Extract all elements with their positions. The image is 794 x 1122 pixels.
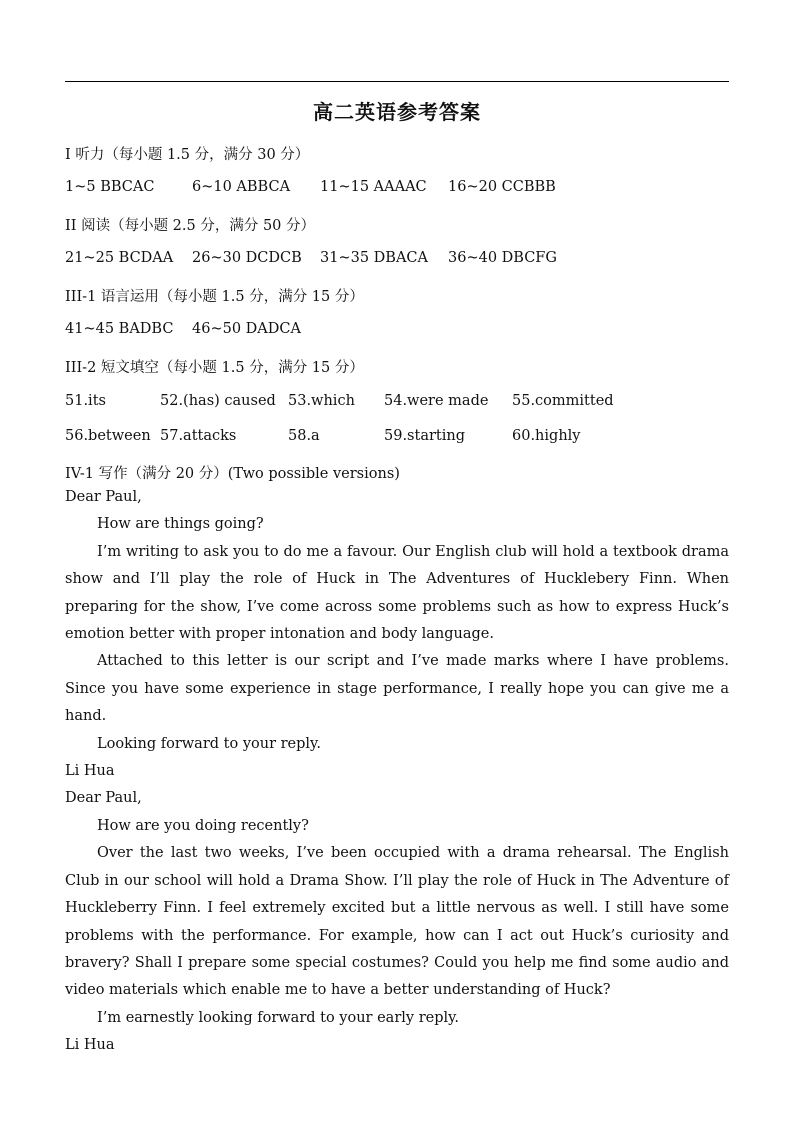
reading-header: II 阅读（每小题 2.5 分，满分 50 分） [65,218,316,234]
gap-answer: 57.attacks [160,428,237,444]
letter-paragraph: Attached to this letter is our script and I’ve made marks where I have problems. Since you have some experience in stage performance, I really hope you can give me a hand. [65,653,729,725]
gap-answer: 55.committed [512,393,614,409]
answer-group: 26~30 DCDCB [192,250,302,266]
answer-group: 46~50 DADCA [192,321,301,337]
writing-header: IV-1 写作（满分 20 分）(Two possible versions) [65,466,400,482]
gap-answer: 60.highly [512,428,581,444]
listening-header: I 听力（每小题 1.5 分，满分 30 分） [65,147,310,163]
answer-group: 31~35 DBACA [320,250,428,266]
answer-group: 6~10 ABBCA [192,179,291,195]
letter-paragraph: Looking forward to your reply. [97,735,321,752]
letter-greeting: Dear Paul, [65,790,142,807]
letter-paragraph: Over the last two weeks, I’ve been occupied with a drama rehearsal. The English Club in our school will hold a Drama Show. I’ll play the role of Huck in The Adventure of Huckleberry Finn. I feel extremely excited but a little nervous as well. I still have some problems with the performance. For example, how can I act out Huck’s curiosity and bravery? Shall I prepare some special costumes? Could you help me find some audio and video materials which enable me to have a better understanding of Huck? [65,845,729,999]
answer-group: 11~15 AAAAC [320,179,427,195]
answer-group: 16~20 CCBBB [448,179,556,195]
letter-signature: Li Hua [65,1037,115,1054]
letter-greeting: Dear Paul, [65,489,142,505]
page-title: 高二英语参考答案 [313,100,481,124]
gap-answer: 52.(has) caused [160,393,276,409]
language-use-header: III-1 语言运用（每小题 1.5 分，满分 15 分） [65,289,364,305]
gap-answer: 54.were made [384,393,489,409]
letter-paragraph: I’m earnestly looking forward to your early reply. [97,1009,460,1026]
answer-group: 41~45 BADBC [65,321,174,337]
gap-answer: 51.its [65,393,106,409]
answer-group: 21~25 BCDAA [65,250,174,266]
letter-paragraph: How are you doing recently? [97,817,309,834]
header-rule [65,81,729,82]
gap-answer: 53.which [288,393,355,409]
sample-letter [65,484,729,1060]
answer-group: 1~5 BBCAC [65,179,155,195]
letter-signature: Li Hua [65,763,115,780]
letter-paragraph: I’m writing to ask you to do me a favour. Our English club will hold a textbook drama show and I’ll play the role of Huck in The Adventures of Hucklebery Finn. When preparing for the show, I’ve come across some problems such as how to express Huck’s emotion better with proper intonation and body language. [65,543,729,643]
gap-answer: 59.starting [384,428,465,444]
letter-paragraph: How are things going? [97,516,264,533]
gap-fill-header: III-2 短文填空（每小题 1.5 分，满分 15 分） [65,360,364,376]
answer-group: 36~40 DBCFG [448,250,557,266]
gap-answer: 58.a [288,428,320,444]
gap-answer: 56.between [65,428,151,444]
